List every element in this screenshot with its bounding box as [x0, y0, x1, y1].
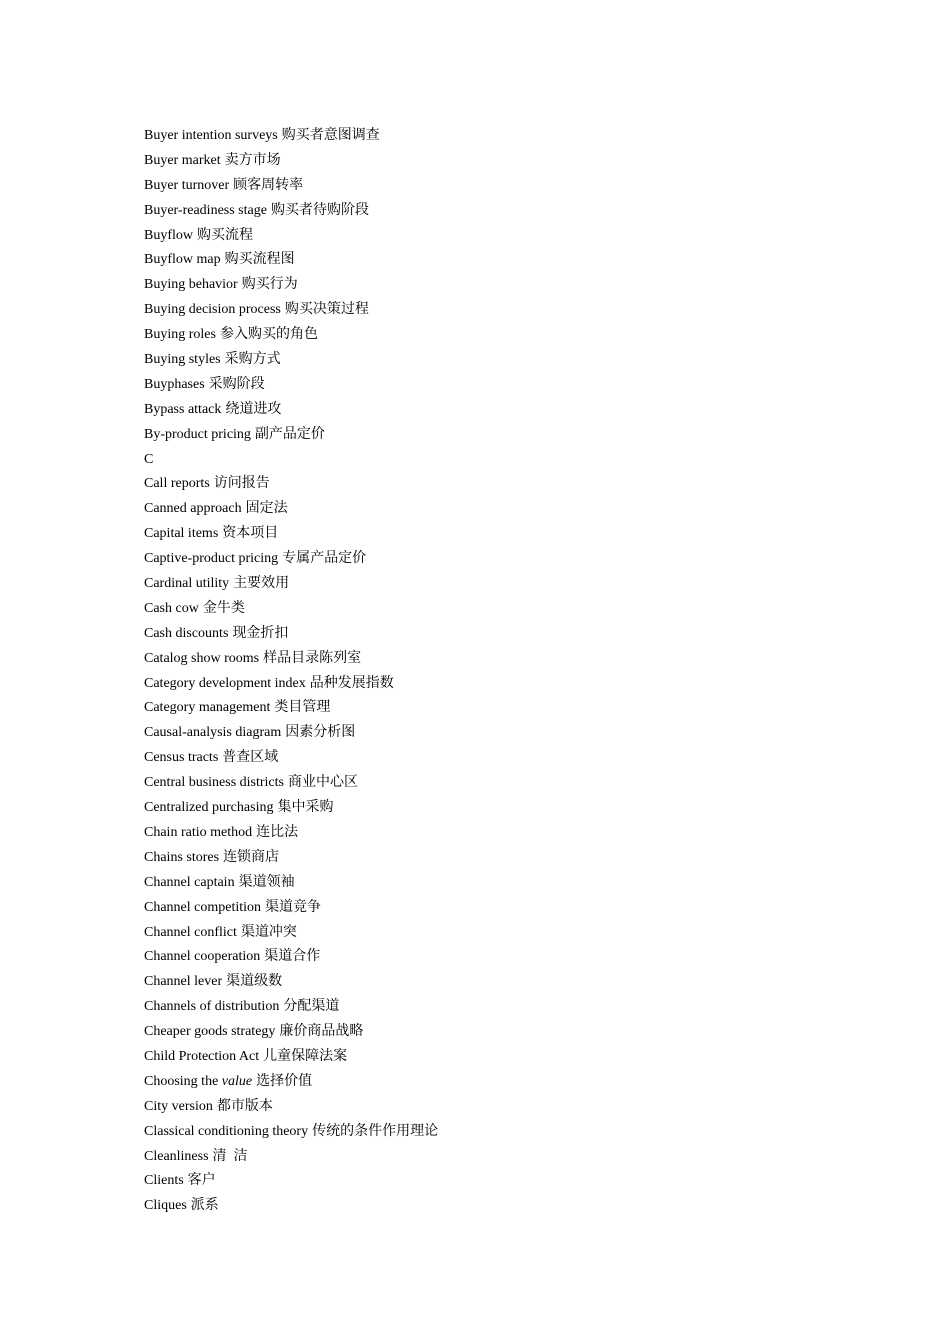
- chinese-translation: 采购阶段: [208, 376, 265, 392]
- english-term-text: Channel lever: [144, 974, 223, 990]
- chinese-translation: 集中采购: [277, 800, 334, 816]
- glossary-entry: [144, 647, 438, 672]
- english-term: [144, 576, 229, 591]
- chinese-translation: 购买流程图: [224, 252, 295, 268]
- english-term: [144, 825, 252, 840]
- chinese-translation: 渠道级数: [226, 974, 283, 990]
- glossary-entry: [144, 1020, 438, 1045]
- chinese-translation: 传统的条件作用理论: [312, 1123, 439, 1139]
- chinese-translation: 购买者待购阶段: [270, 202, 369, 218]
- english-term-text: Canned approach: [144, 501, 242, 517]
- english-term-text: Clients: [144, 1173, 184, 1189]
- english-term-text: Classical conditioning theory: [144, 1123, 309, 1139]
- english-term: [144, 128, 278, 143]
- glossary-entry: [144, 348, 438, 373]
- english-term: [144, 1049, 259, 1064]
- chinese-translation: 绕道进攻: [225, 401, 282, 417]
- english-term-text: Captive-product pricing: [144, 551, 279, 567]
- english-term: [144, 452, 153, 467]
- english-term-text: Cliques: [144, 1198, 187, 1214]
- english-term-text: Buying roles: [144, 327, 216, 343]
- chinese-translation: 访问报告: [213, 476, 270, 492]
- english-term: [144, 626, 228, 641]
- english-term: [144, 203, 267, 218]
- english-term: [144, 526, 218, 541]
- glossary-entry: [144, 1120, 438, 1145]
- english-term: [144, 476, 210, 491]
- english-term-text: Cheaper goods strategy: [144, 1024, 276, 1040]
- english-term: [144, 601, 199, 616]
- chinese-translation: 派系: [190, 1198, 219, 1214]
- english-term: [144, 949, 260, 964]
- english-term: [144, 974, 222, 989]
- english-term-text: Buyphases: [144, 376, 205, 392]
- glossary-entry: [144, 124, 438, 149]
- chinese-translation: 都市版本: [216, 1098, 273, 1114]
- english-term-text: Buyer turnover: [144, 177, 230, 193]
- english-term: [144, 1198, 187, 1213]
- chinese-translation: 分配渠道: [283, 999, 340, 1015]
- english-term: [144, 725, 281, 740]
- english-term-text: Capital items: [144, 526, 219, 542]
- chinese-translation: 廉价商品战略: [279, 1024, 364, 1040]
- chinese-translation: 主要效用: [233, 576, 290, 592]
- chinese-translation: 购买流程: [197, 227, 253, 243]
- english-term-text: Category development index: [144, 675, 306, 691]
- chinese-translation: 渠道领袖: [238, 874, 295, 890]
- english-term-text: Channel captain: [144, 874, 235, 890]
- english-term-text: Buying styles: [144, 352, 221, 368]
- chinese-translation: 客户: [187, 1173, 216, 1189]
- chinese-translation: 类目管理: [274, 700, 331, 716]
- glossary-entry: [144, 846, 438, 871]
- glossary-entry: [144, 174, 438, 199]
- glossary-entry: [144, 1169, 438, 1194]
- english-term: [144, 327, 216, 342]
- english-term-text: Cash cow: [144, 600, 199, 616]
- glossary-entry: [144, 672, 438, 697]
- english-term-text: C: [144, 451, 154, 467]
- english-term: [144, 775, 284, 790]
- glossary-entry: [144, 199, 438, 224]
- english-term-text: By-product pricing: [144, 426, 251, 442]
- english-term: [144, 875, 235, 890]
- glossary-entry: [144, 696, 438, 721]
- glossary-entry: [144, 373, 438, 398]
- chinese-translation: 参入购买的角色: [219, 327, 318, 343]
- chinese-translation: 渠道冲突: [240, 924, 297, 940]
- glossary-entry: [144, 771, 438, 796]
- glossary-entry: [144, 472, 438, 497]
- english-term: [144, 277, 238, 292]
- glossary-entry: [144, 1095, 438, 1120]
- english-term-text: Central business districts: [144, 775, 284, 791]
- english-term: [144, 228, 193, 243]
- english-term-text: Channels of distribution: [144, 999, 280, 1015]
- english-term: [144, 402, 221, 417]
- glossary-entry: [144, 945, 438, 970]
- glossary-entry: [144, 597, 438, 622]
- glossary-entry: [144, 423, 438, 448]
- english-term-text: Cash discounts: [144, 625, 229, 641]
- chinese-translation: 副产品定价: [254, 426, 325, 442]
- chinese-translation: 资本项目: [222, 526, 279, 542]
- chinese-translation: 渠道竞争: [265, 899, 322, 915]
- chinese-translation: 品种发展指数: [309, 675, 394, 691]
- english-term-text: Causal-analysis diagram: [144, 725, 282, 741]
- chinese-translation: 因素分析图: [285, 725, 356, 741]
- glossary-entry: [144, 398, 438, 423]
- glossary-entry: [144, 547, 438, 572]
- english-term: [144, 352, 221, 367]
- glossary-entry: [144, 995, 438, 1020]
- english-term-text: Chains stores: [144, 849, 220, 865]
- glossary-entry: [144, 622, 438, 647]
- english-term: [144, 700, 270, 715]
- chinese-translation: 样品目录陈列室: [263, 650, 362, 666]
- glossary-entry: [144, 871, 438, 896]
- english-term-text: Centralized purchasing: [144, 800, 274, 816]
- chinese-translation: 购买行为: [241, 277, 298, 293]
- chinese-translation: 连锁商店: [223, 849, 280, 865]
- english-term-text: Buyer-readiness stage: [144, 202, 267, 218]
- english-term: [144, 377, 205, 392]
- english-term: [144, 1124, 308, 1139]
- glossary-entry: [144, 248, 438, 273]
- glossary-entry: [144, 1045, 438, 1070]
- english-term: [144, 1149, 209, 1164]
- chinese-translation: 清 洁: [212, 1148, 248, 1164]
- chinese-translation: 金牛类: [202, 600, 245, 616]
- glossary-entry: [144, 1145, 438, 1170]
- glossary-entry: [144, 821, 438, 846]
- english-term-text: Buyer market: [144, 152, 221, 168]
- english-term-text: Category management: [144, 700, 271, 716]
- chinese-translation: 购买决策过程: [284, 302, 369, 318]
- english-term: [144, 427, 251, 442]
- english-term-text: Child Protection Act: [144, 1048, 260, 1064]
- glossary-entry: [144, 448, 438, 473]
- english-term-text: Buying behavior: [144, 277, 238, 293]
- chinese-translation: 顾客周转率: [233, 177, 304, 193]
- english-term: [144, 750, 218, 765]
- english-term: [144, 676, 306, 691]
- chinese-translation: 儿童保障法案: [263, 1048, 348, 1064]
- english-term: [144, 1099, 213, 1114]
- english-term: [144, 925, 237, 940]
- english-term: [144, 551, 278, 566]
- english-term-text: Channel competition: [144, 899, 262, 915]
- english-term: [144, 800, 273, 815]
- chinese-translation: 连比法: [256, 824, 299, 840]
- english-term: [144, 900, 261, 915]
- english-term-text: Cleanliness: [144, 1148, 209, 1164]
- english-term: [144, 1173, 184, 1188]
- glossary-entry: [144, 921, 438, 946]
- english-term-text: Channel cooperation: [144, 949, 261, 965]
- english-term-text: City version: [144, 1098, 213, 1114]
- glossary-entry: [144, 746, 438, 771]
- chinese-translation: 现金折扣: [232, 625, 289, 641]
- glossary-entry: [144, 323, 438, 348]
- chinese-translation: 专属产品定价: [282, 551, 367, 567]
- english-term-text: Choosing the: [144, 1073, 219, 1089]
- english-term: [144, 302, 281, 317]
- english-term-text: Buyflow: [144, 227, 193, 243]
- english-term: [144, 999, 279, 1014]
- glossary-entry: [144, 970, 438, 995]
- chinese-translation: 购买者意图调查: [281, 128, 380, 143]
- glossary-list: [144, 124, 438, 1219]
- glossary-entry: [144, 497, 438, 522]
- chinese-translation: 采购方式: [224, 352, 281, 368]
- glossary-entry: [144, 721, 438, 746]
- english-term: [144, 651, 259, 666]
- glossary-entry: [144, 273, 438, 298]
- glossary-entry: [144, 224, 438, 249]
- chinese-translation: 普查区域: [222, 750, 279, 766]
- glossary-entry: [144, 1194, 438, 1219]
- chinese-translation: 商业中心区: [288, 775, 358, 791]
- chinese-translation: 卖方市场: [224, 152, 281, 168]
- glossary-entry: [144, 298, 438, 323]
- english-term: [144, 153, 221, 168]
- english-term-text: Channel conflict: [144, 924, 237, 940]
- english-term: [144, 501, 242, 516]
- chinese-translation: 固定法: [245, 501, 288, 517]
- english-term-text: Cardinal utility: [144, 576, 230, 592]
- english-term: [144, 1024, 275, 1039]
- english-term-text: Buying decision process: [144, 302, 281, 318]
- glossary-entry: [144, 149, 438, 174]
- glossary-entry: [144, 796, 438, 821]
- english-term: [144, 252, 221, 267]
- english-term: [144, 850, 219, 865]
- english-term-text: Chain ratio method: [144, 824, 253, 840]
- glossary-entry: [144, 572, 438, 597]
- chinese-translation: 渠道合作: [264, 949, 321, 965]
- english-term-text: Buyer intention surveys: [144, 128, 278, 143]
- english-term-text: Bypass attack: [144, 401, 222, 417]
- glossary-entry: [144, 522, 438, 547]
- english-term-text: Buyflow map: [144, 252, 221, 268]
- english-term-text: Census tracts: [144, 750, 219, 766]
- glossary-entry: [144, 896, 438, 921]
- english-term-text: Catalog show rooms: [144, 650, 260, 666]
- english-term-italic: value: [221, 1073, 253, 1089]
- english-term: [144, 1074, 252, 1089]
- chinese-translation: 选择价值: [256, 1073, 313, 1089]
- english-term-text: Call reports: [144, 476, 210, 492]
- glossary-entry: [144, 1070, 438, 1095]
- english-term: [144, 178, 229, 193]
